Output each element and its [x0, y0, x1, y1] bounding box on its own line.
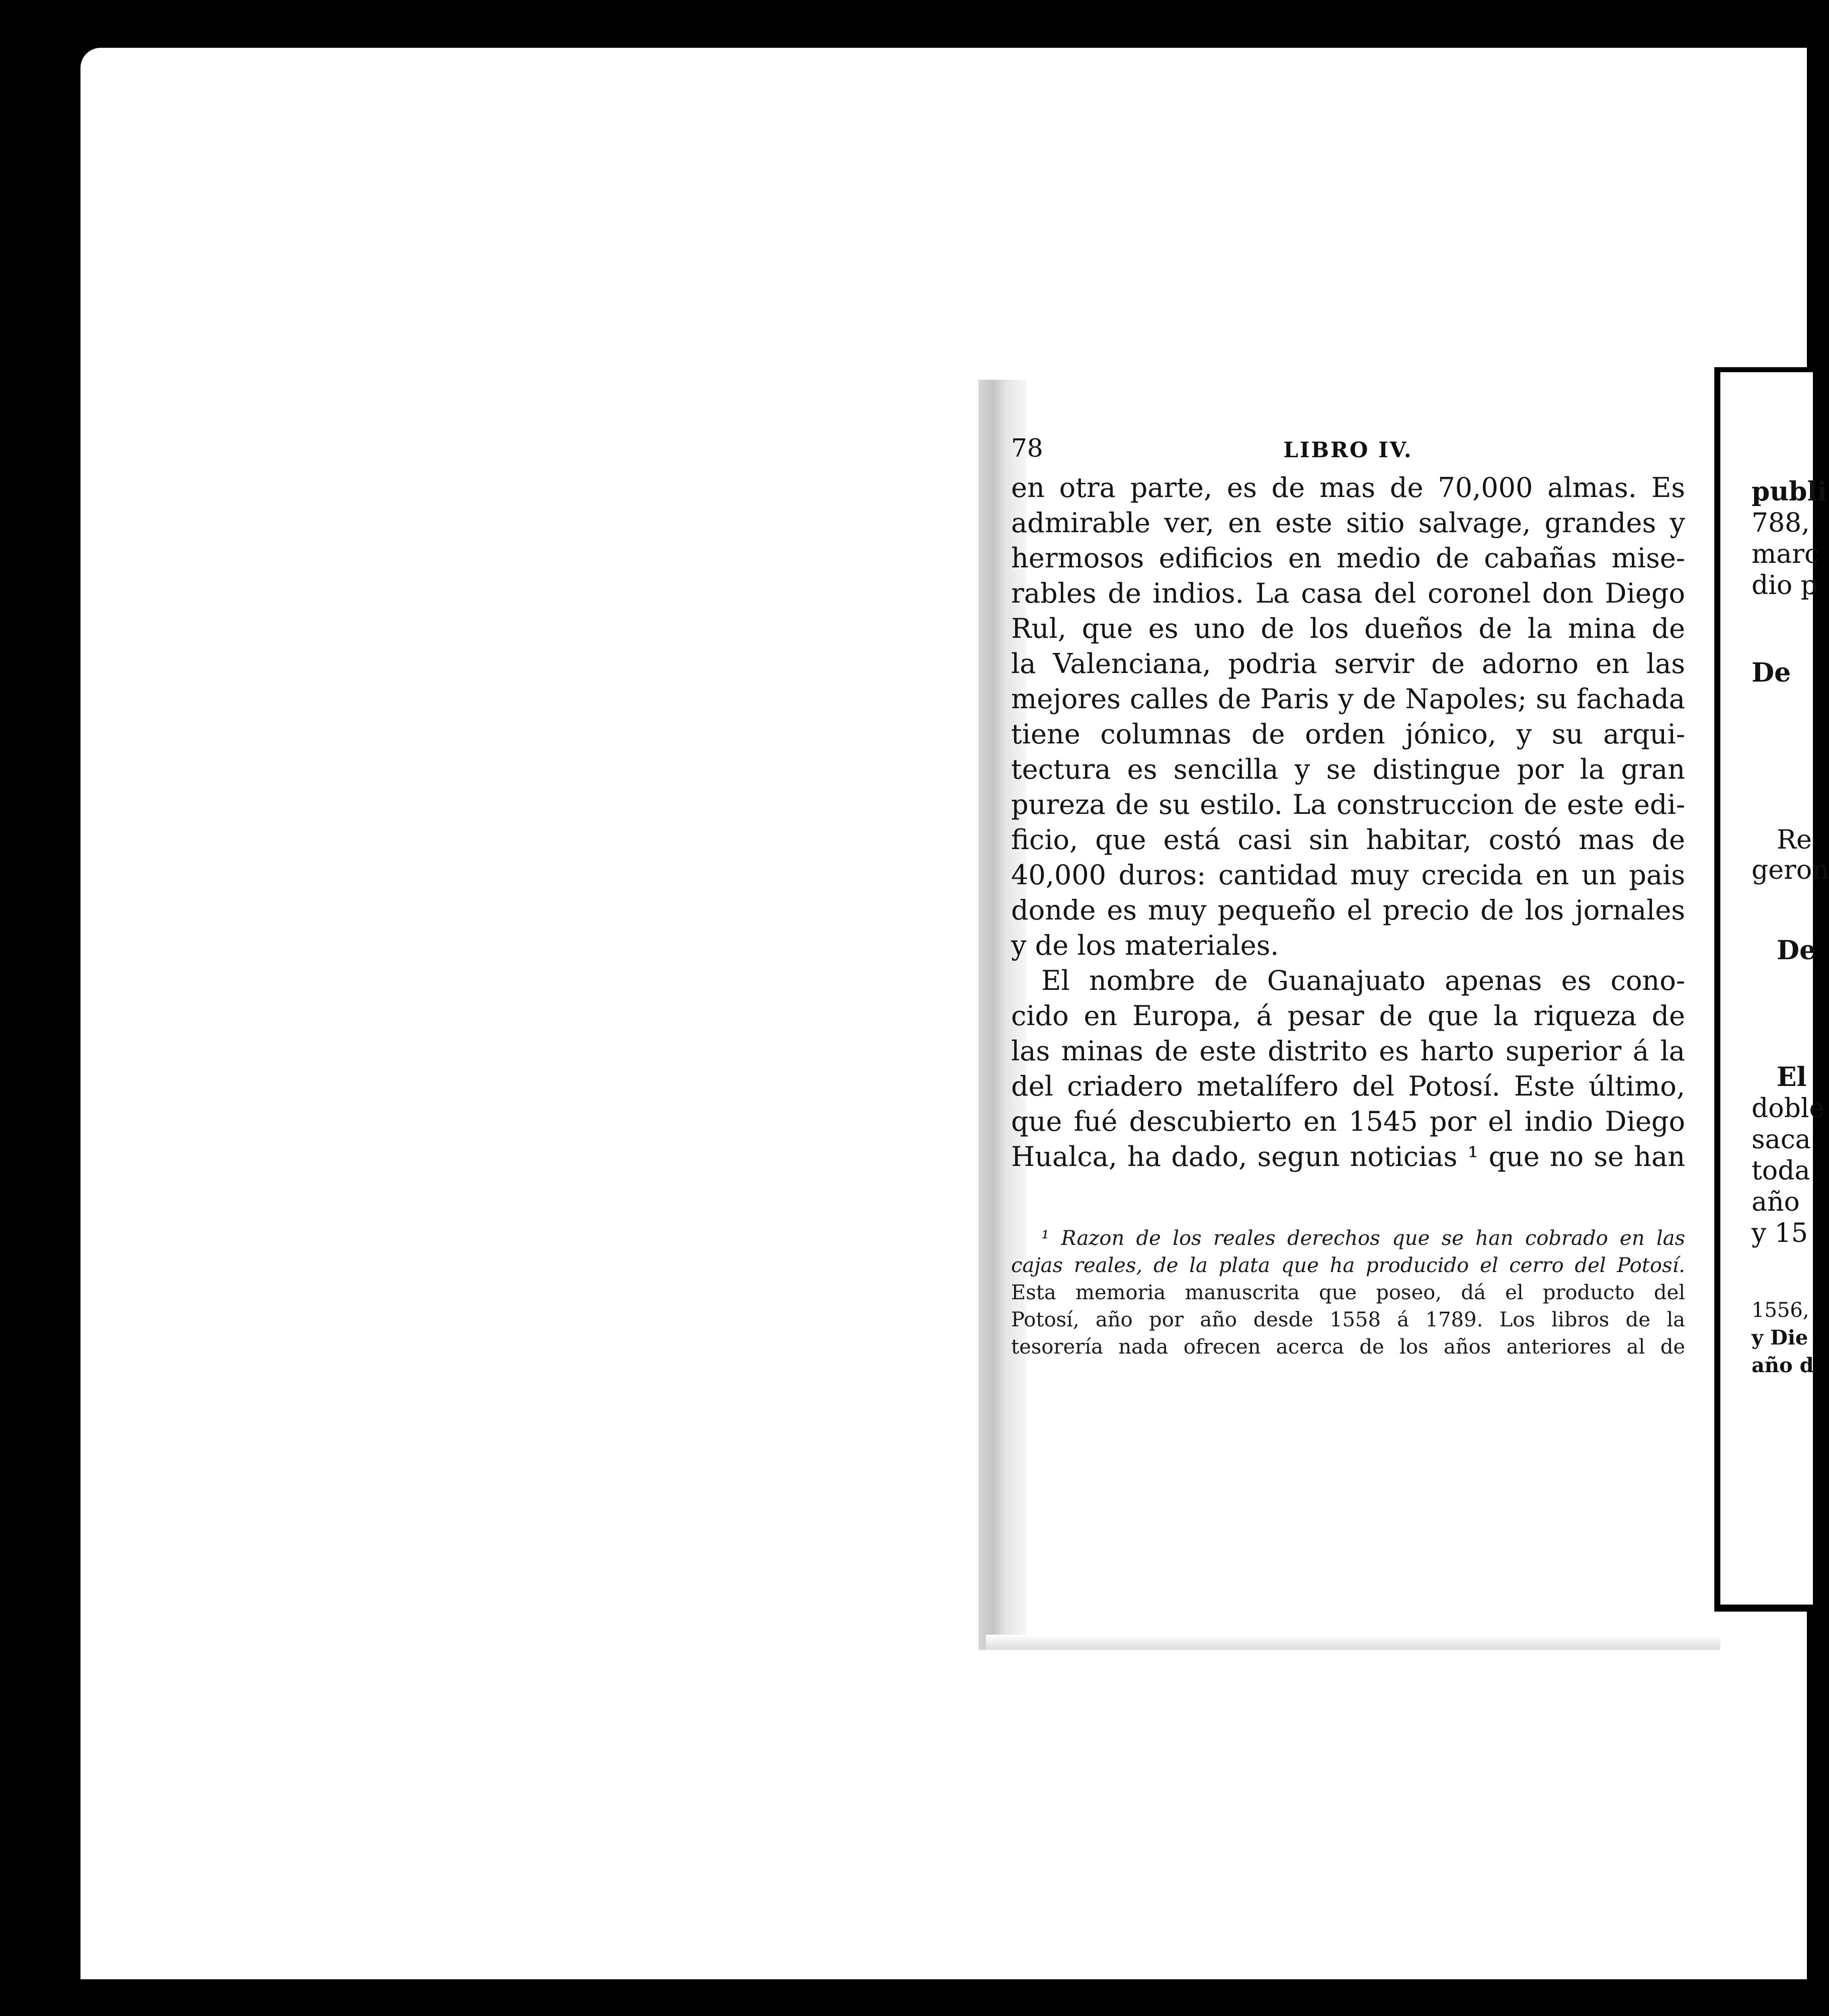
text-line: la Valenciana, podria servir de adorno en las [1011, 648, 1685, 680]
right-fragment: De [1752, 657, 1791, 688]
scan-bottom-edge [0, 1979, 1807, 2016]
right-fragment: 788, [1752, 508, 1810, 538]
text-line: hermosos edificios en medio de cabañas mise- [1011, 542, 1685, 574]
page-number: 78 [1011, 434, 1043, 463]
right-fragment: geron [1752, 855, 1829, 885]
right-fragment: 1556, [1752, 1299, 1809, 1322]
footnote [1011, 1225, 1685, 1361]
footnote-line: Potosí, año por año desde 1558 á 1789. Los libros de la [1011, 1308, 1685, 1331]
text-line: mejores calles de Paris y de Napoles; su fachada [1011, 683, 1685, 715]
right-fragment: año d [1752, 1354, 1814, 1377]
footnote-line: tesorería nada ofrecen acerca de los años anteriores al de [1011, 1335, 1685, 1359]
text-line: admirable ver, en este sitio salvage, grandes y [1011, 507, 1685, 539]
text-line: El nombre de Guanajuato apenas es cono- [1041, 965, 1685, 996]
right-fragment: Re [1777, 825, 1812, 855]
text-line: en otra parte, es de mas de 70,000 almas. Es [1011, 472, 1685, 503]
right-fragment: publi [1752, 476, 1827, 507]
text-line: del criadero metalífero del Potosí. Este último, [1011, 1070, 1685, 1102]
text-line: tectura es sencilla y se distingue por la gran [1011, 753, 1685, 785]
right-fragment: marc [1752, 539, 1819, 569]
text-line: 40,000 duros: cantidad muy crecida en un pais [1011, 859, 1685, 891]
right-fragment: y 15 [1752, 1218, 1808, 1248]
footnote-line: ¹ Razon de los reales derechos que se han cobrado en las [1041, 1227, 1685, 1250]
page-bottom-edge [986, 1635, 1720, 1650]
text-line: pureza de su estilo. La construccion de este edi- [1011, 789, 1685, 820]
text-line: Rul, que es uno de los dueños de la mina de [1011, 613, 1685, 644]
page-header [1011, 434, 1685, 469]
text-line: que fué descubierto en 1545 por el indio Diego [1011, 1106, 1685, 1137]
right-fragment: toda [1752, 1156, 1810, 1186]
text-line: y de los materiales. [1011, 930, 1279, 961]
right-fragment: doble [1752, 1094, 1825, 1124]
text-line: Hualca, ha dado, segun noticias ¹ que no se han [1011, 1141, 1685, 1172]
text-line: las minas de este distrito es harto superior á la [1011, 1035, 1685, 1067]
text-line: ficio, que está casi sin habitar, costó mas de [1011, 824, 1685, 856]
body-text [1011, 470, 1685, 1174]
right-fragment: año [1752, 1187, 1800, 1217]
text-line: tiene columnas de orden jónico, y su arqui- [1011, 718, 1685, 750]
running-head: LIBRO IV. [1283, 438, 1413, 462]
right-fragment: El [1777, 1062, 1807, 1093]
right-fragment: De [1777, 935, 1816, 966]
right-fragment: saca [1752, 1125, 1811, 1155]
footnote-line: Esta memoria manuscrita que poseo, dá el producto del [1011, 1281, 1685, 1304]
footnote-line: cajas reales, de la plata que ha producido el cerro del Potosí. [1011, 1254, 1685, 1277]
right-fragment: y Die [1752, 1326, 1808, 1350]
text-line: rables de indios. La casa del coronel don Diego [1011, 577, 1685, 609]
text-line: cido en Europa, á pesar de que la riqueza de [1011, 1000, 1685, 1032]
right-fragment: dio p [1752, 570, 1818, 601]
text-line: donde es muy pequeño el precio de los jornales [1011, 894, 1685, 926]
